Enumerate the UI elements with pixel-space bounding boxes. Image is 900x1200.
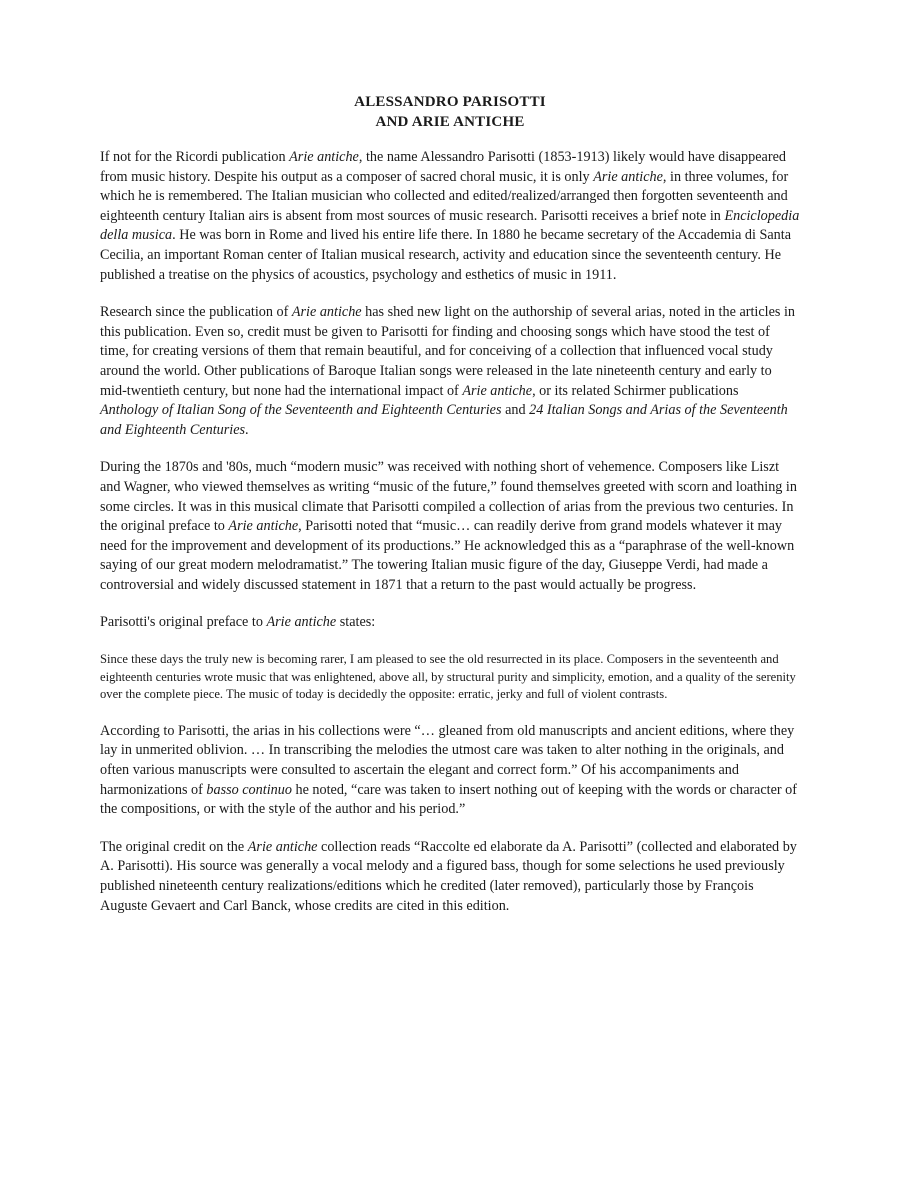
text-run: According to Parisotti, the arias in his collections were “… gleaned from old manuscripts and ancient editions, where they lay in unmerited oblivion. … In transcribing the melodies the utmost care was taken to alter nothing in the originals, and often various manuscripts were consulted to ascertain the elegant and correct form.” Of his accompaniments and harmonizations of — [100, 722, 795, 798]
text-run: , Parisotti noted that “music… can readily derive from grand models whatever it may need for the improvement and development of its productions.” He acknowledged this as a “paraphrase of the well-known saying of our great modern melodramatist.” The towering Italian music figure of the day, Giuseppe Verdi, had made a controversial and widely discussed statement in 1871 that a return to the past would actually be progress. — [100, 518, 795, 593]
italic-title: Enciclopedia della musica — [100, 207, 800, 244]
paragraph-2 — [100, 303, 800, 440]
italic-title: Arie antiche — [228, 518, 299, 535]
document-page — [100, 92, 800, 934]
paragraph-4 — [100, 613, 800, 633]
text-run: states: — [336, 614, 376, 631]
paragraph-5 — [100, 722, 800, 820]
title-line-2: AND ARIE ANTICHE — [375, 114, 525, 130]
text-run: , in three volumes, for which he is remembered. The Italian musician who collected and edited/realized/arranged then forgotten seventeenth and eighteenth century Italian airs is absent from most sources of music research. Parisotti receives a brief note in — [100, 168, 789, 224]
italic-title: Arie antiche — [593, 168, 663, 185]
text-run: . — [245, 421, 249, 438]
text-run: Research since the publication of — [100, 304, 292, 321]
italic-title: 24 Italian Songs and Arias of the Seventeenth and Eighteenth Centuries — [100, 402, 788, 438]
text-run: Parisotti's original preface to — [100, 614, 267, 631]
text-run: , the name Alessandro Parisotti (1853-1913) likely would have disappeared from music history. Despite his output as a composer of sacred choral music, it is only — [100, 149, 786, 185]
text-run: . He was born in Rome and lived his entire life there. In 1880 he became secretary of the Accademia di Santa Cecilia, an important Roman center of Italian musical research, activity and education since the seventeenth century. He published a treatise on the physics of acoustics, psychology and esthetics of music in 1911. — [100, 227, 792, 283]
title-line-1: ALESSANDRO PARISOTTI — [354, 94, 546, 110]
text-run: The original credit on the — [100, 838, 248, 855]
block-quote: Since these days the truly new is becoming rarer, I am pleased to see the old resurrected in its place. Composers in the seventeenth and eighteenth centuries wrote music that was enlightened, above all, by structural purity and simplicity, emotion, and a quality of the serenity over the complete piece. The music of today is decidedly the opposite: erratic, jerky and full of violent contrasts. — [100, 652, 796, 702]
italic-title: Arie antiche — [291, 304, 362, 321]
paragraph-1 — [100, 148, 800, 285]
text-run: has shed new light on the authorship of several arias, noted in the articles in this publication. Even so, credit must be given to Parisotti for finding and choosing songs which have stood the test of time, for creating versions of them that remain beautiful, and for conceiving of a collection that influenced vocal study around the world. Other publications of Baroque Italian songs were released in the late nineteenth century and early to mid-twentieth century, but none had the international impact of — [100, 304, 795, 399]
text-run: he noted, “care was taken to insert nothing out of keeping with the words or character of the compositions, or with the style of the author and his period.” — [100, 781, 797, 818]
italic-title: Arie antiche — [289, 149, 359, 165]
text-run: During the 1870s and '80s, much “modern music” was received with nothing short of vehemence. Composers like Liszt and Wagner, who viewed themselves as writing “music of the future,” found themselves greeted with scorn and loathing in some circles. It was in this musical climate that Parisotti compiled a collection of arias from the previous two centuries. In the original preface to — [100, 459, 797, 535]
page-title — [100, 92, 800, 132]
italic-title: Arie antiche — [247, 838, 318, 855]
text-run: collection reads “Raccolte ed elaborate da A. Parisotti” (collected and elaborated by A. Parisotti). His source was generally a vocal melody and a figured bass, though for some selections he used previously published nineteenth century realizations/editions which he credited (later removed), particularly those by François Auguste Gevaert and Carl Banck, whose credits are cited in this edition. — [100, 838, 797, 914]
paragraph-3 — [100, 458, 800, 595]
italic-term: basso continuo — [206, 781, 292, 798]
text-run: If not for the Ricordi publication — [100, 149, 290, 165]
text-run: and — [501, 402, 530, 419]
italic-title: Arie antiche — [462, 382, 533, 399]
paragraph-6 — [100, 838, 800, 916]
italic-title: Anthology of Italian Song of the Seventeenth and Eighteenth Centuries — [100, 402, 502, 419]
italic-title: Arie antiche — [266, 614, 337, 631]
text-run: , or its related Schirmer publications — [532, 382, 739, 399]
